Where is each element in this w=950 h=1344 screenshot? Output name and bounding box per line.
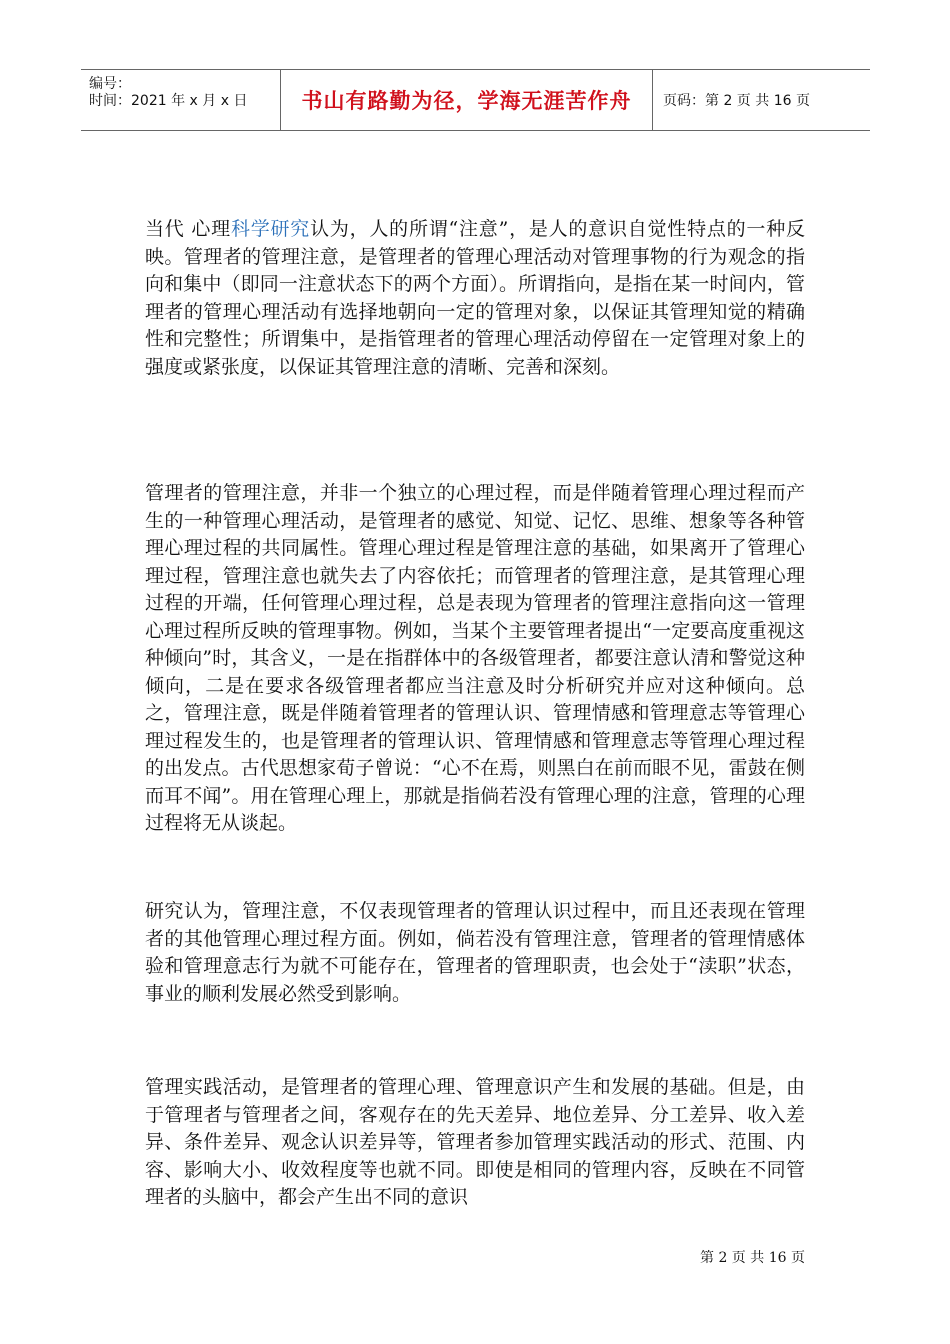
science-research-link[interactable]: 科学研究 bbox=[230, 218, 311, 240]
paragraph-1-text: 认为，人的所谓“注意”，是人的意识自觉性特点的一种反映。管理者的管理注意，是管理者的管理心理活动对管理事物的行为观念的指向和集中（即同一注意状态下的两个方面）。所谓指向，是指在某一时间内，管理者的管理心理活动有选择地朝向一定的管理对象，以保证其管理知觉的精确性和完整性；所谓集中，是指管理者的管理心理活动停留在一定管理对象上的强度或紧张度，以保证其管理注意的清晰、完善和深刻。 bbox=[145, 218, 805, 378]
page-footer: 第 2 页 共 16 页 bbox=[700, 1250, 805, 1266]
paragraph-3: 研究认为，管理注意，不仅表现管理者的管理认识过程中，而且还表现在管理者的其他管理心理过程方面。例如，倘若没有管理注意，管理者的管理情感体验和管理意志行为就不可能存在，管理者的管理职责，也会处于“渎职”状态，事业的顺利发展必然受到影响。 bbox=[145, 900, 805, 1005]
motto-text: 书山有路勤为径，学海无涯苦作舟 bbox=[301, 89, 632, 113]
number-label: 编号： bbox=[89, 76, 131, 92]
header-page-code-cell bbox=[653, 70, 870, 130]
time-label: 时间：2021 年 x 月 x 日 bbox=[89, 93, 248, 109]
header-motto-cell bbox=[281, 70, 653, 130]
page-header bbox=[81, 69, 870, 131]
paragraph-2: 管理者的管理注意，并非一个独立的心理过程，而是伴随着管理心理过程而产生的一种管理心理活动，是管理者的感觉、知觉、记忆、思维、想象等各种管理心理过程的共同属性。管理心理过程是管理注意的基础，如果离开了管理心理过程，管理注意也就失去了内容依托；而管理者的管理注意，是其管理心理过程的开端，任何管理心理过程，总是表现为管理者的管理注意指向这一管理心理过程所反映的管理事物。例如，当某个主要管理者提出“一定要高度重视这种倾向”时，其含义，一是在指群体中的各级管理者，都要注意认清和警觉这种倾向，二是在要求各级管理者都应当注意及时分析研究并应对这种倾向。总之，管理注意，既是伴随着管理者的管理认识、管理情感和管理意志等管理心理过程发生的，也是管理者的管理认识、管理情感和管理意志等管理心理过程的出发点。古代思想家荀子曾说：“心不在焉，则黑白在前而眼不见，雷鼓在侧而耳不闻”。用在管理心理上，那就是指倘若没有管理心理的注意，管理的心理过程将无从谈起。 bbox=[145, 482, 805, 834]
page-code: 页码：第 2 页 共 16 页 bbox=[663, 93, 810, 109]
paragraph-1 bbox=[145, 216, 805, 381]
paragraph-4: 管理实践活动，是管理者的管理心理、管理意识产生和发展的基础。但是，由于管理者与管理者之间，客观存在的先天差异、地位差异、分工差异、收入差异、条件差异、观念认识差异等，管理者参加管理实践活动的形式、范围、内容、影响大小、收效程度等也就不同。即使是相同的管理内容，反映在不同管理者的头脑中，都会产生出不同的意识 bbox=[145, 1076, 805, 1208]
header-meta bbox=[81, 70, 281, 130]
paragraph-1-prefix: 当代 心理 bbox=[145, 218, 231, 240]
